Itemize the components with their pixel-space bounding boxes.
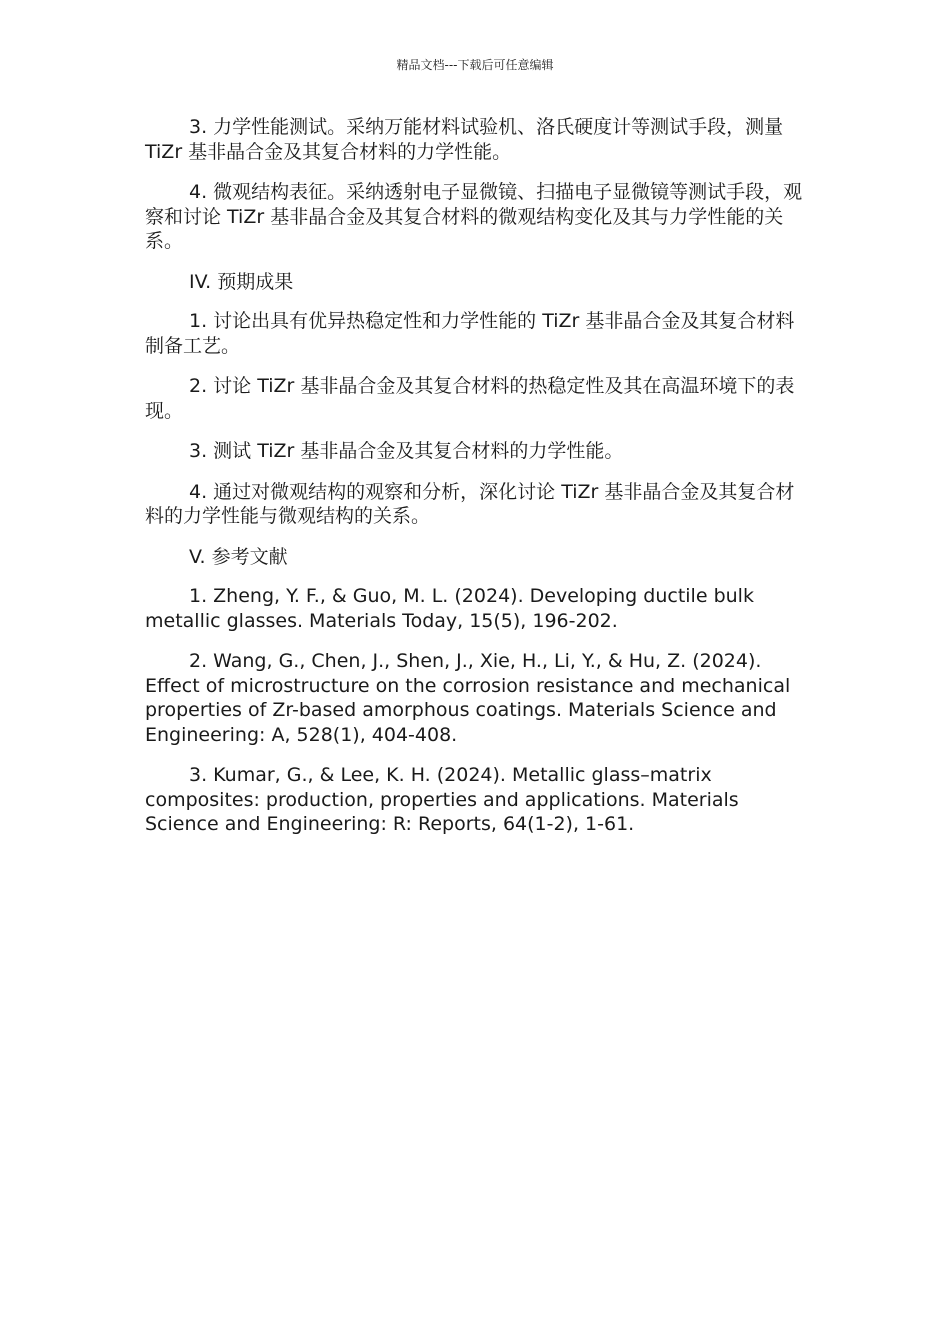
page-header: 精品文档---下载后可任意编辑 <box>396 58 554 72</box>
reference-item-3: 3. Kumar, G., & Lee, K. H. (2024). Metallic glass–matrix composites: production, properties and applications. Materials Science and Engineering: R: Reports, 64(1-2), 1-61. <box>145 764 739 835</box>
section-heading-references: V. 参考文献 <box>189 545 288 568</box>
paragraph-result-2: 2. 讨论 TiZr 基非晶合金及其复合材料的热稳定性及其在高温环境下的表现。 <box>145 375 795 422</box>
reference-item-2: 2. Wang, G., Chen, J., Shen, J., Xie, H., Li, Y., & Hu, Z. (2024). Effect of microstructure on the corrosion resistance and mechanical properties of Zr-based amorphous coatings. Materials Science and Engineering: A, 528(1), 404-408. <box>145 650 791 746</box>
paragraph-result-4: 4. 通过对微观结构的观察和分析，深化讨论 TiZr 基非晶合金及其复合材料的力学性能与微观结构的关系。 <box>145 480 795 527</box>
section-heading-expected-results: IV. 预期成果 <box>189 270 294 293</box>
document-body <box>145 115 810 853</box>
reference-item-1: 1. Zheng, Y. F., & Guo, M. L. (2024). Developing ductile bulk metallic glasses. Materials Today, 15(5), 196-202. <box>145 585 754 632</box>
paragraph-microstructure-characterization: 4. 微观结构表征。采纳透射电子显微镜、扫描电子显微镜等测试手段，观察和讨论 TiZr 基非晶合金及其复合材料的微观结构变化及其与力学性能的关系。 <box>145 181 803 252</box>
paragraph-result-3: 3. 测试 TiZr 基非晶合金及其复合材料的力学性能。 <box>189 440 624 462</box>
paragraph-mechanical-testing: 3. 力学性能测试。采纳万能材料试验机、洛氏硬度计等测试手段，测量 TiZr 基非晶合金及其复合材料的力学性能。 <box>145 116 784 163</box>
paragraph-result-1: 1. 讨论出具有优异热稳定性和力学性能的 TiZr 基非晶合金及其复合材料制备工艺。 <box>145 310 795 357</box>
